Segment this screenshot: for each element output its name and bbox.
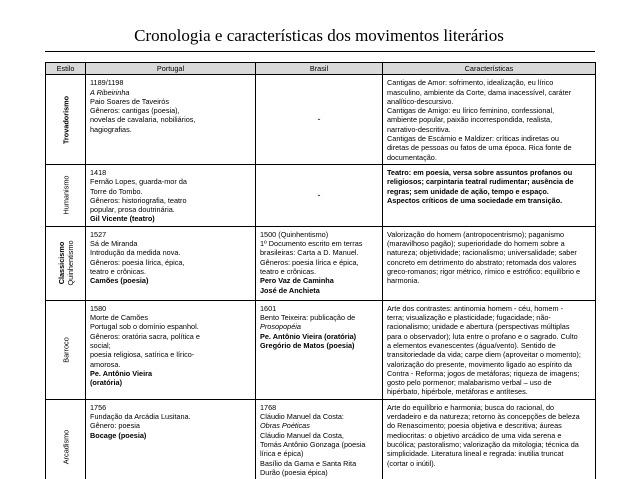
- text-line: Prosopopéia: [260, 322, 301, 332]
- text-line: novelas de cavalaria, nobiliários,: [90, 115, 196, 125]
- text-line: social;: [90, 340, 111, 350]
- text-line: simplicidade. Literatura lineal e regrada: inutilia truncat: [387, 449, 564, 459]
- header-estilo: Estilo: [46, 63, 86, 75]
- text-line: Arte dos contrastes: antinomia homem - céu, homem -: [387, 303, 564, 313]
- table-row: [46, 399, 596, 479]
- text-line: Portugal sob o domínio espanhol.: [90, 322, 199, 332]
- text-line: Arte do equilíbrio e harmonia; busca do racional, do: [387, 402, 555, 412]
- text-line: natureza; objetividade; racionalismo; universalidade; saber: [387, 248, 577, 258]
- text-line: Morte de Camões: [90, 313, 148, 323]
- text-line: valorização do presente, movimento ligado ao espírito da: [387, 359, 572, 369]
- text-line: 1768: [260, 402, 277, 412]
- style-label: Barroco: [61, 336, 70, 363]
- table-row: [46, 226, 596, 300]
- brasil-cell: -: [256, 164, 383, 226]
- text-line: Cláudio Manuel da Costa,: [260, 430, 344, 440]
- chronology-table: [45, 62, 596, 479]
- text-line: 1189/1198: [90, 78, 124, 88]
- table-row: [46, 164, 596, 226]
- text-line: Obras Poéticas: [260, 421, 310, 431]
- text-line: a elementos evanescentes (água/vento). Sentido de: [387, 340, 556, 350]
- text-line: ambiente popular, paixão incorrespondida, realista,: [387, 115, 553, 125]
- text-line: Paio Soares de Taveirós: [90, 96, 169, 106]
- text-line: amorosa.: [90, 359, 121, 369]
- text-line: Gêneros: poesia lírica e épica,: [260, 257, 359, 267]
- text-line: Fundação da Arcádia Lusitana.: [90, 412, 191, 422]
- text-line: para o observador); luta entre o profano e o sagrado. Culto: [387, 331, 578, 341]
- text-line: Gregório de Matos (poesia): [260, 340, 355, 350]
- text-line: Cláudio Manuel da Costa:: [260, 412, 344, 422]
- text-line: Fernão Lopes, guarda-mor da: [90, 177, 187, 187]
- text-line: greco-romanos; rigor métrico, rímico e estrófico: equilíbrio e: [387, 266, 581, 276]
- text-line: 1º Documento escrito em terras: [260, 239, 363, 249]
- style-label: Arcadismo: [61, 429, 70, 465]
- text-line: Gêneros: cantigas (poesia),: [90, 106, 180, 116]
- text-line: 1418: [90, 167, 107, 177]
- text-line: terra; visualização e plasticidade; fugacidade; não-: [387, 313, 551, 323]
- text-line: transitoriedade da vida; carpe diem (aproveitar o momento);: [387, 350, 581, 360]
- portugal-cell: [86, 300, 256, 399]
- text-line: popular, prosa doutrinária.: [90, 205, 175, 215]
- style-label: Trovadorismo: [61, 95, 70, 144]
- text-line: religiosos; carpintaria teatral rudimentar; ausência de: [387, 177, 574, 187]
- text-line: Gênero: poesia: [90, 421, 140, 431]
- text-line: Durão (poesia épica): [260, 467, 328, 477]
- style-cell: [46, 226, 86, 300]
- text-line: Sá de Miranda: [90, 239, 138, 249]
- text-line: racionalismo; unidade e abertura (perspectivas múltiplas: [387, 322, 570, 332]
- brasil-cell: [256, 226, 383, 300]
- text-line: masculino, ambiente da Corte, dama inacessível, caráter: [387, 87, 572, 97]
- text-line: A Ribeirinha: [90, 87, 130, 97]
- text-line: 1756: [90, 402, 107, 412]
- text-line: harmonia.: [387, 276, 420, 286]
- text-line: bucólica; pastoralismo; valorização da mitologia; técnica da: [387, 439, 579, 449]
- text-line: documentação.: [387, 152, 437, 162]
- text-line: Bento Teixeira: publicação de: [260, 313, 356, 323]
- text-line: Cantigas de Escárnio e Maldizer: críticas indiretas ou: [387, 134, 559, 144]
- text-line: regras; sem unidade de ação, tempo e espaço.: [387, 186, 549, 196]
- text-line: (cortar o inútil).: [387, 458, 436, 468]
- text-line: Gil Vicente (teatro): [90, 214, 155, 224]
- characteristics-cell: [383, 300, 596, 399]
- header-caracteristicas: Características: [383, 63, 596, 75]
- header-portugal: Portugal: [86, 63, 256, 75]
- portugal-cell: [86, 226, 256, 300]
- table-row: [46, 75, 596, 165]
- text-line: Gêneros: oratória sacra, política e: [90, 331, 200, 341]
- title-underline: [45, 51, 595, 52]
- text-line: lírica e épica): [260, 449, 304, 459]
- text-line: Basílio da Gama e Santa Rita: [260, 458, 357, 468]
- text-line: 1527: [90, 229, 107, 239]
- style-cell: [46, 399, 86, 479]
- text-line: hagiografias.: [90, 124, 132, 134]
- portugal-cell: [86, 75, 256, 165]
- portugal-cell: [86, 164, 256, 226]
- text-line: mediocritas: o objetivo arcádico de uma vida serena e: [387, 430, 562, 440]
- text-line: brasileiras: Carta a D. Manuel.: [260, 248, 359, 258]
- text-line: José de Anchieta: [260, 285, 320, 295]
- header-row: [46, 63, 596, 75]
- text-line: (oratória): [90, 378, 123, 388]
- text-line: verdadeiro e da natureza; retorno às concepções de beleza: [387, 412, 580, 422]
- characteristics-cell: [383, 399, 596, 479]
- style-cell: [46, 75, 86, 165]
- text-line: 1601: [260, 303, 277, 313]
- text-line: poesia religiosa, satírica e lírico-: [90, 350, 195, 360]
- style-cell: [46, 164, 86, 226]
- text-line: hipérbato, hipérbole, metáforas e antíteses.: [387, 387, 528, 397]
- text-line: teatro e crônicas.: [90, 266, 146, 276]
- text-line: do Renascimento; poesia objetiva e descritiva; áureas: [387, 421, 562, 431]
- text-line: Teatro: em poesia, versa sobre assuntos profanos ou: [387, 167, 573, 177]
- text-line: concreto em detrimento do abstrato; retomada dos valores: [387, 257, 577, 267]
- brasil-cell: [256, 300, 383, 399]
- style-label-primary: Classicismo: [56, 241, 66, 285]
- text-line: (maravilhoso pagão); superioridade do homem sobre a: [387, 239, 565, 249]
- text-line: narrativo-descritiva.: [387, 124, 451, 134]
- text-line: Contra - Reforma; jogos de metáforas; riqueza de imagens;: [387, 368, 580, 378]
- text-line: gosto pelo pormenor; malabarismo verbal – uso de: [387, 378, 552, 388]
- table-row: [46, 300, 596, 399]
- text-line: Tomás Antônio Gonzaga (poesia: [260, 439, 366, 449]
- header-brasil: Brasil: [256, 63, 383, 75]
- style-cell: [46, 300, 86, 399]
- style-label: Humanismo: [61, 175, 70, 215]
- text-line: Introdução da medida nova.: [90, 248, 181, 258]
- text-line: teatro e crônicas.: [260, 266, 316, 276]
- portugal-cell: [86, 399, 256, 479]
- brasil-cell: [256, 399, 383, 479]
- page-title: Cronologia e características dos movimentos literários: [134, 26, 504, 45]
- text-line: Valorização do homem (antropocentrismo); paganismo: [387, 229, 565, 239]
- text-line: Gêneros: historiografia, teatro: [90, 195, 187, 205]
- text-line: Gêneros: poesia lírica, épica,: [90, 257, 185, 267]
- brasil-cell: -: [256, 75, 383, 165]
- text-line: Torre do Tombo.: [90, 186, 143, 196]
- text-line: Pero Vaz de Caminha: [260, 276, 334, 286]
- text-line: diretas de pessoas ou fatos de uma época. Rica fonte de: [387, 143, 572, 153]
- text-line: Cantigas de Amigo: eu lírico feminino, confessional,: [387, 106, 555, 116]
- style-label: [57, 241, 75, 286]
- text-line: Camões (poesia): [90, 276, 149, 286]
- characteristics-cell: [383, 75, 596, 165]
- text-line: Aspectos críticos de uma sociedade em transição.: [387, 195, 563, 205]
- text-line: Cantigas de Amor: sofrimento, idealização, eu lírico: [387, 78, 554, 88]
- text-line: 1580: [90, 303, 107, 313]
- characteristics-cell: [383, 226, 596, 300]
- text-line: Pe. Antônio Vieira: [90, 368, 153, 378]
- text-line: Pe. Antônio Vieira (oratória): [260, 331, 357, 341]
- text-line: Bocage (poesia): [90, 430, 147, 440]
- text-line: 1500 (Quinhentismo): [260, 229, 329, 239]
- characteristics-cell: [383, 164, 596, 226]
- style-label-secondary: Quinhentismo: [65, 240, 75, 286]
- text-line: analítico-descursivo.: [387, 96, 454, 106]
